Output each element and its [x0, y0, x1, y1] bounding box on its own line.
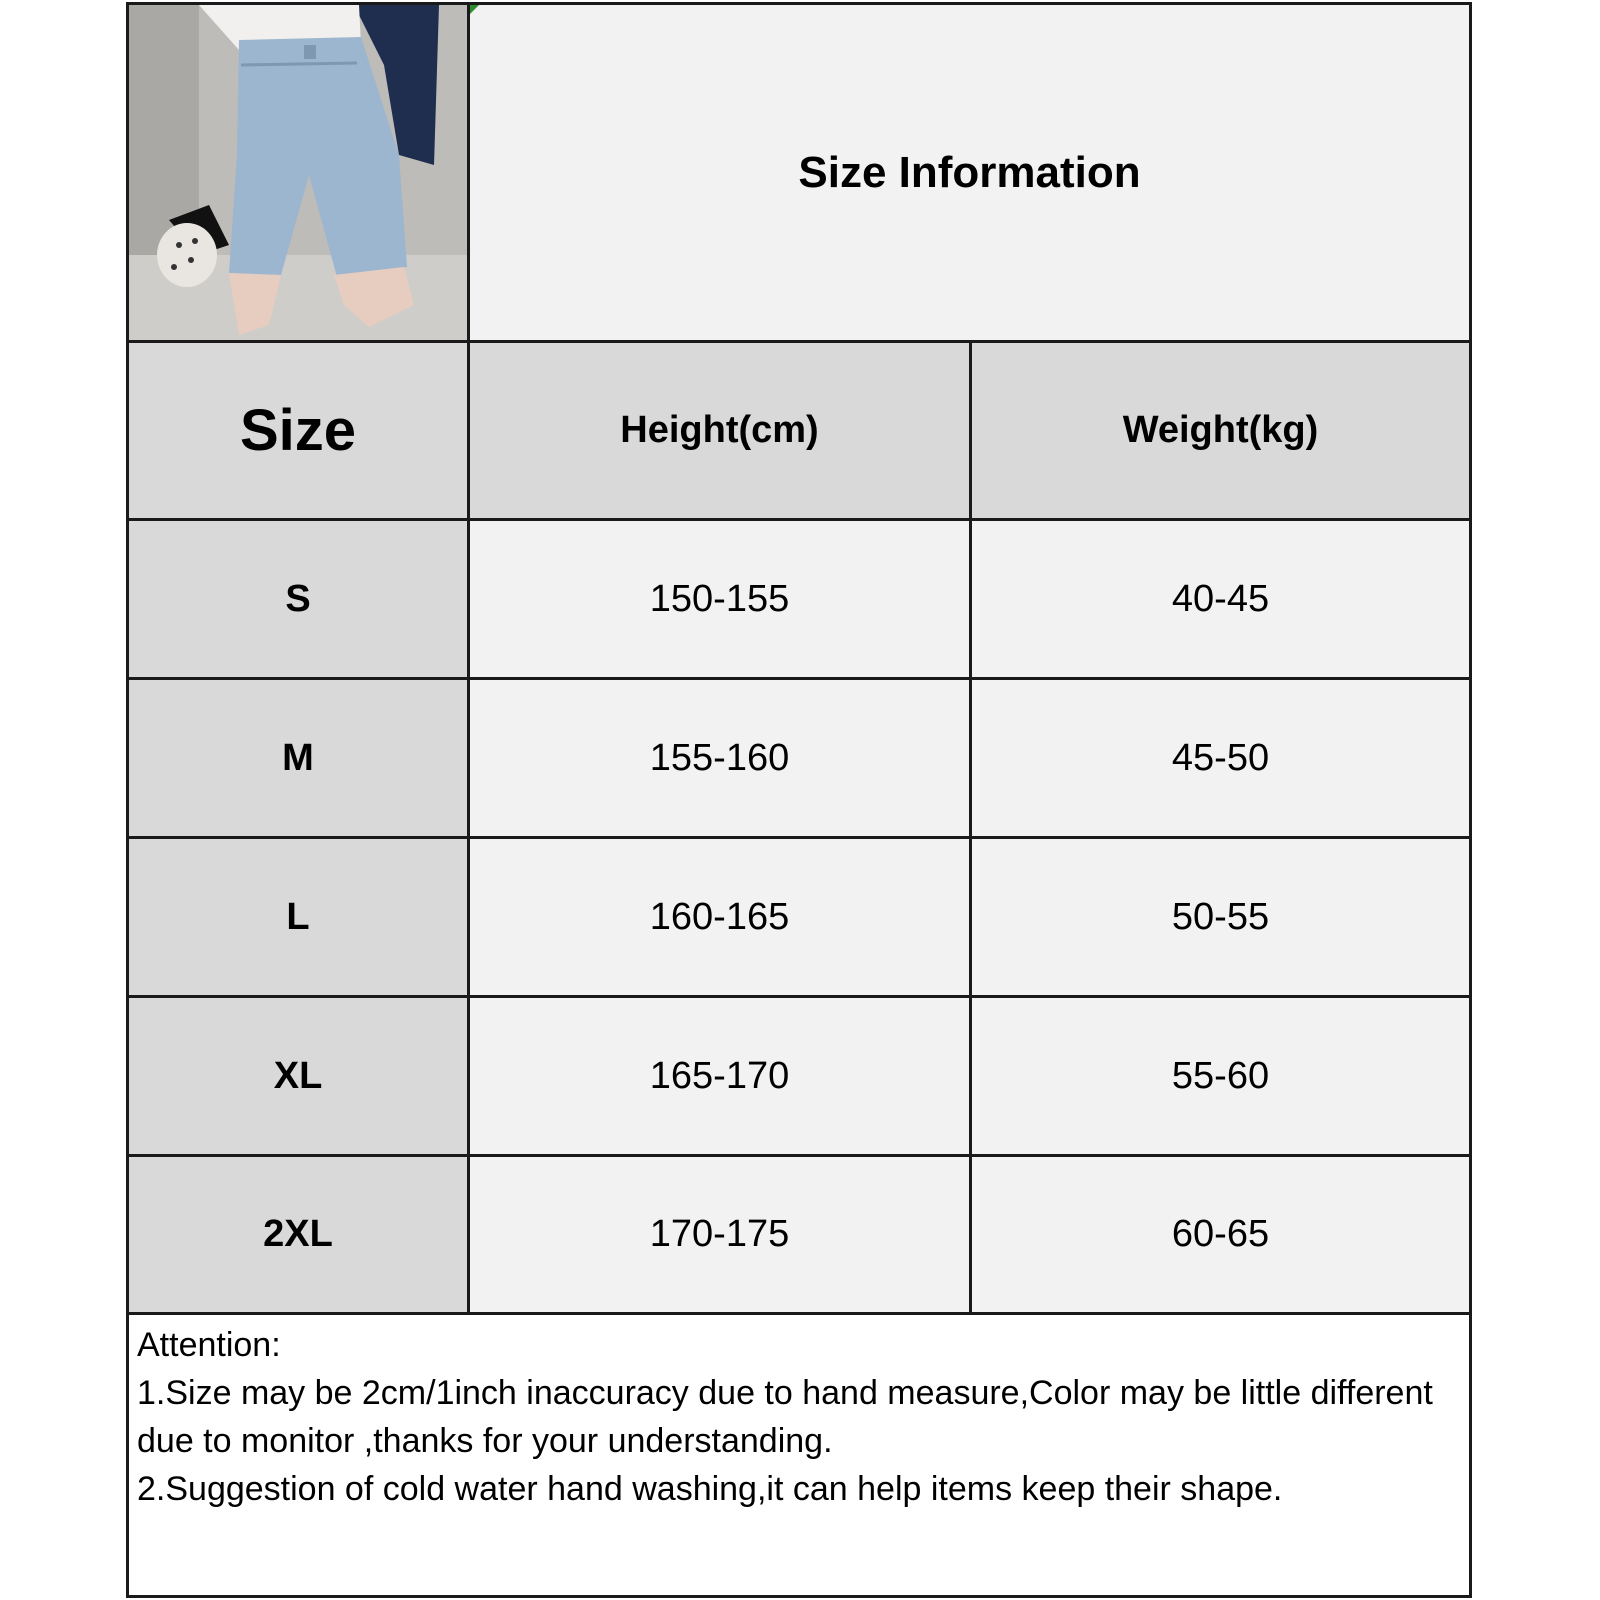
- table-row: [129, 998, 1469, 1157]
- height-cell: [470, 1157, 972, 1312]
- weight-cell: [972, 998, 1469, 1154]
- size-cell: [129, 839, 470, 995]
- height-cell: [470, 839, 972, 995]
- height-value: 160-165: [649, 895, 790, 938]
- height-cell: [470, 998, 972, 1154]
- size-chart: [126, 2, 1472, 1598]
- cell-corner-marker: [470, 5, 479, 14]
- product-photo: [129, 5, 467, 340]
- size-cell: [129, 998, 470, 1154]
- header-weight: [972, 343, 1469, 518]
- size-value: S: [285, 577, 311, 620]
- weight-value: 50-55: [1171, 895, 1270, 938]
- weight-cell: [972, 521, 1469, 677]
- chart-title: Size Information: [798, 147, 1141, 197]
- height-value: 150-155: [649, 577, 790, 620]
- notes-line-1: 1.Size may be 2cm/1inch inaccuracy due to hand measure,Color may be little different due to monitor ,thanks for your understanding.: [137, 1374, 1433, 1460]
- weight-value: 45-50: [1171, 736, 1270, 779]
- title-cell: [470, 5, 1469, 343]
- height-value: 155-160: [649, 736, 790, 779]
- size-value: M: [282, 736, 314, 779]
- header-size-label: Size: [239, 398, 357, 463]
- size-cell: [129, 680, 470, 836]
- size-value: XL: [273, 1054, 323, 1097]
- weight-cell: [972, 1157, 1469, 1312]
- weight-value: 60-65: [1171, 1213, 1270, 1255]
- size-cell: [129, 1157, 470, 1312]
- height-value: 170-175: [649, 1213, 790, 1255]
- weight-cell: [972, 680, 1469, 836]
- weight-value: 40-45: [1171, 577, 1270, 620]
- header-height-label: Height(cm): [620, 409, 819, 451]
- attention-notes: [129, 1315, 1469, 1595]
- table-row: [129, 680, 1469, 839]
- notes-line-2: 2.Suggestion of cold water hand washing,it can help items keep their shape.: [137, 1470, 1283, 1508]
- size-cell: [129, 521, 470, 677]
- header-weight-label: Weight(kg): [1122, 409, 1319, 451]
- table-header-row: [129, 343, 1469, 521]
- table-row: [129, 1157, 1469, 1315]
- height-cell: [470, 521, 972, 677]
- header-height: [470, 343, 972, 518]
- notes-heading: Attention:: [137, 1326, 281, 1364]
- table-row: [129, 521, 1469, 680]
- weight-cell: [972, 839, 1469, 995]
- height-cell: [470, 680, 972, 836]
- product-photo-cell: [129, 5, 470, 343]
- size-value: L: [286, 895, 310, 938]
- weight-value: 55-60: [1171, 1054, 1270, 1097]
- table-row: [129, 839, 1469, 998]
- height-value: 165-170: [649, 1054, 790, 1097]
- size-value: 2XL: [263, 1213, 333, 1255]
- header-size: [129, 343, 470, 518]
